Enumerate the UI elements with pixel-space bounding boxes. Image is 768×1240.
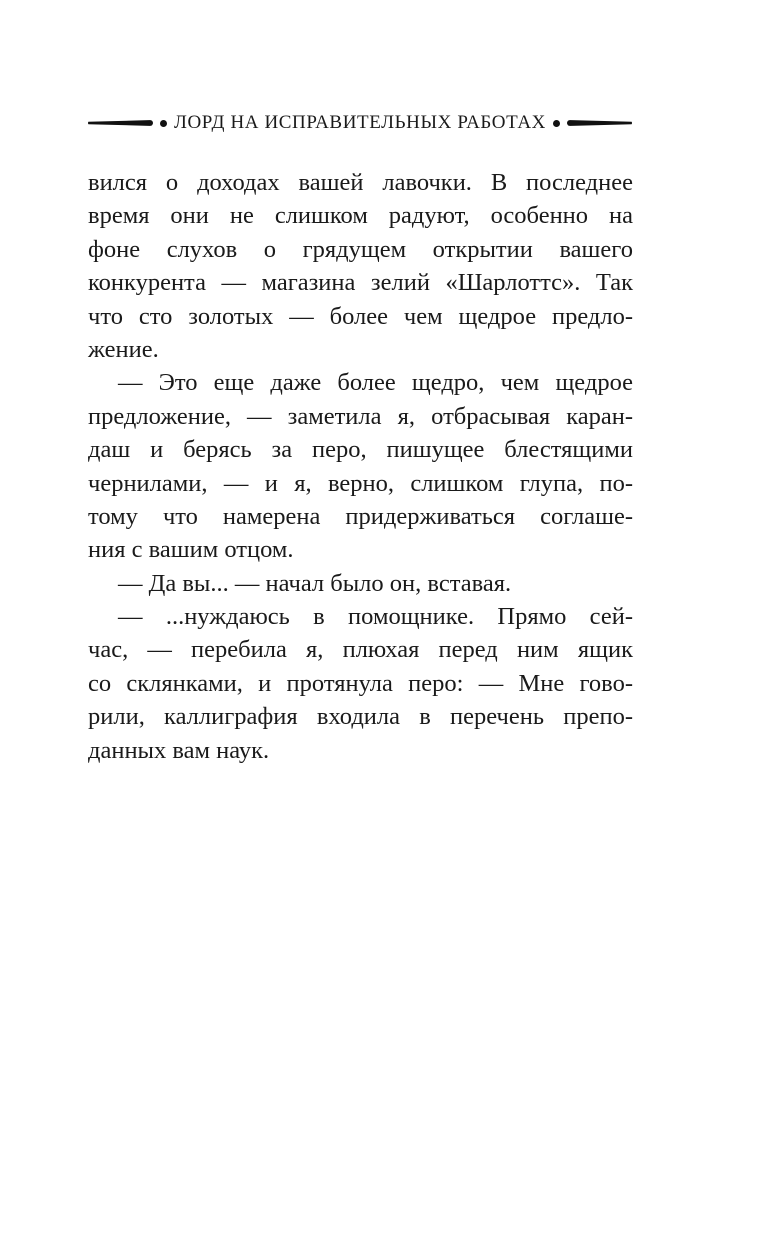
running-header xyxy=(88,108,632,138)
body-text xyxy=(88,166,633,767)
text-line: тому что намерена придерживаться соглаше- xyxy=(88,502,633,530)
header-left-rule xyxy=(88,120,153,126)
text-line: конкурента — магазина зелий «Шарлоттс». Так xyxy=(88,269,633,297)
text-line: ния с вашим отцом. xyxy=(88,536,294,564)
text-line: час, — перебила я, плюхая перед ним ящик xyxy=(88,636,633,664)
text-line: время они не слишком радуют, особенно на xyxy=(88,202,633,230)
text-line: жение. xyxy=(88,335,159,363)
header-right-rule xyxy=(567,120,632,126)
text-line: что сто золотых — более чем щедрое предло- xyxy=(88,302,633,330)
text-line: — Это еще даже более щедро, чем щедрое xyxy=(118,369,633,397)
text-line: данных вам наук. xyxy=(88,736,270,764)
running-title: ЛОРД НА ИСПРАВИТЕЛЬНЫХ РАБОТАХ xyxy=(174,112,546,133)
text-line: рили, каллиграфия входила в перечень препо- xyxy=(88,703,633,731)
header-right-dot xyxy=(553,120,560,127)
text-line: вился о доходах вашей лавочки. В последнее xyxy=(88,169,633,196)
text-line: чернилами, — и я, верно, слишком глупа, по- xyxy=(88,469,633,497)
text-line: даш и берясь за перо, пишущее блестящими xyxy=(88,436,633,464)
text-line: — ...нуждаюсь в помощнике. Прямо сей- xyxy=(118,603,633,631)
text-line: предложение, — заметила я, отбрасывая каран- xyxy=(88,402,633,430)
text-line: — Да вы... — начал было он, вставая. xyxy=(118,569,512,597)
header-left-dot xyxy=(160,120,167,127)
text-line: со склянками, и протянула перо: — Мне гово- xyxy=(88,669,633,697)
text-line: фоне слухов о грядущем открытии вашего xyxy=(88,235,633,263)
